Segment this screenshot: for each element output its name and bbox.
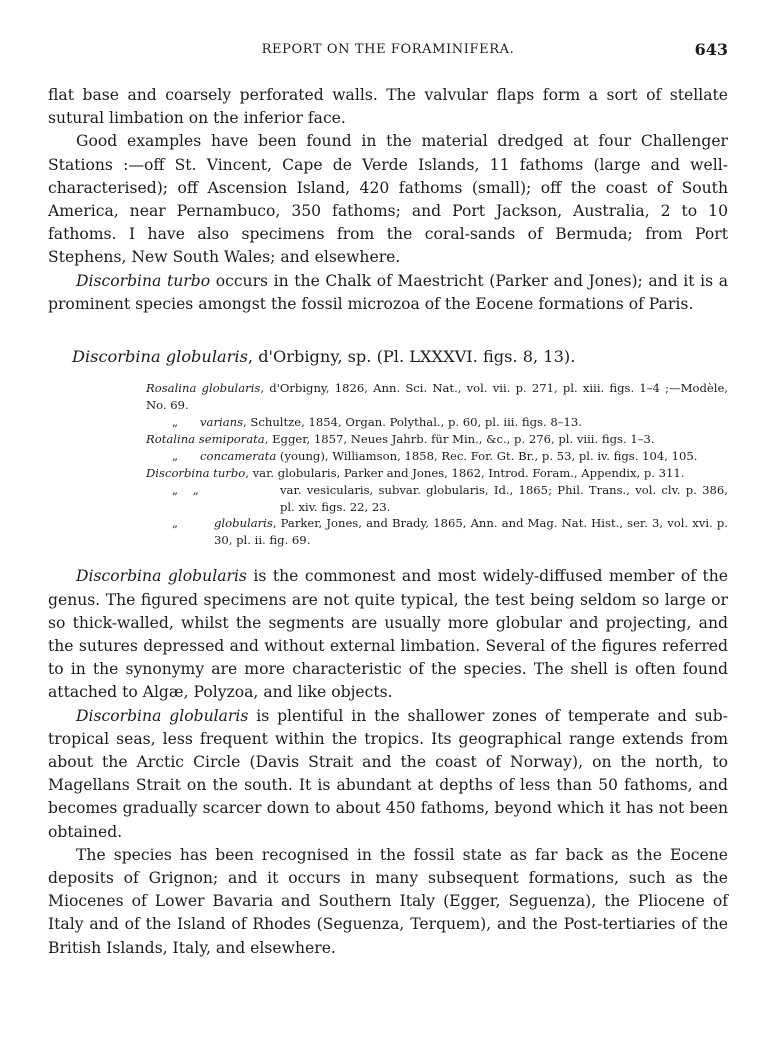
synonym-citation: , Egger, 1857, Neues Jahrb. für Min., &c., p. 276, pl. viii. figs. 1–3. bbox=[264, 431, 655, 446]
page-number: 643 bbox=[694, 40, 728, 59]
synonymy-entry bbox=[146, 380, 728, 414]
species-heading-name: Discorbina globularis bbox=[72, 347, 248, 367]
paragraph-text: occurs in the Chalk of Maestricht (Parker and Jones); and it is a prominent species amongst the fossil microzoa of the Eocene formations of Paris. bbox=[48, 271, 729, 313]
paragraph-distribution bbox=[48, 705, 728, 844]
synonym-name: varians bbox=[200, 415, 244, 430]
ditto-mark: „ bbox=[172, 448, 179, 463]
synonym-citation: var. vesicularis, subvar. globularis, Id., 1865; Phil. Trans., vol. clv. p. 386, pl. xiv. figs. 22, 23. bbox=[280, 482, 728, 514]
synonym-citation: , d'Orbigny, 1826, Ann. Sci. Nat., vol. vii. p. 271, pl. xiii. figs. 1–4 ;—Modèle, No. 69. bbox=[146, 381, 728, 413]
paragraph-continuation: flat base and coarsely perforated walls. The valvular flaps form a sort of stellate sutural limbation on the inferior face. bbox=[48, 86, 728, 128]
synonym-name: Rotalina semiporata bbox=[146, 431, 265, 446]
synonymy-list bbox=[48, 380, 728, 549]
species-heading-rest: , d'Orbigny, sp. (Pl. LXXXVI. figs. 8, 13). bbox=[247, 347, 576, 367]
ditto-mark: „ bbox=[172, 516, 179, 531]
paragraph-stations: Good examples have been found in the material dredged at four Challenger Stations :—off St. Vincent, Cape de Verde Islands, 11 fathoms (large and well-characterised); off Ascension Island, 420 fathoms (small); off the coast of South America, near Pernambuco, 350 fathoms; and Port Jackson, Australia, 2 to 10 fathoms. I have also specimens from the coral-sands of Bermuda; from Port Stephens, New South Wales; and elsewhere. bbox=[48, 132, 728, 267]
synonymy-entry bbox=[172, 448, 728, 465]
running-title: REPORT ON THE FORAMINIFERA. bbox=[261, 42, 515, 57]
page-body bbox=[48, 84, 728, 960]
synonymy-entry bbox=[146, 431, 728, 448]
synonymy-entry bbox=[146, 465, 728, 482]
synonym-name: Rosalina globularis bbox=[146, 381, 261, 396]
ditto-mark: „ bbox=[172, 415, 179, 430]
synonym-name: globularis bbox=[214, 516, 273, 531]
species-name: Discorbina turbo bbox=[76, 271, 211, 290]
species-name: Discorbina globularis bbox=[76, 706, 249, 725]
paragraph-fossil-record: The species has been recognised in the fossil state as far back as the Eocene deposits of Grignon; and it occurs in many subsequent formations, such as the Miocenes of Lower Bavaria and Southern Italy (Egger, Seguenza), the Pliocene of Italy and of the Island of Rhodes (Seguenza, Terquem), and the Post-tertiaries of the British Islands, Italy, and elsewhere. bbox=[48, 845, 728, 957]
paragraph-text: is plentiful in the shallower zones of temperate and sub-tropical seas, less frequent within the tropics. Its geographical range extends from about the Arctic Circle (Davis Strait and the coast of Norway), on the north, to Magellans Strait on the south. It is abundant at depths of less than 50 fathoms, and becomes gradually scarcer down to about 450 fathoms, beyond which it has not been obtained. bbox=[48, 706, 728, 841]
paragraph-text: is the commonest and most widely-diffused member of the genus. The figured specimens are not quite typical, the test being seldom so large or so thick-walled, whilst the segments are usually more globular and projecting, and the sutures depressed and without external limbation. Several of the figures referred to in the synonymy are more characteristic of the species. The shell is often found attached to Algæ, Polyzoa, and like objects. bbox=[48, 567, 729, 702]
page-header bbox=[48, 40, 728, 64]
synonymy-entry bbox=[172, 414, 728, 431]
synonym-name: Discorbina turbo bbox=[146, 465, 246, 480]
paragraph-description bbox=[48, 565, 728, 704]
synonym-citation: (young), Williamson, 1858, Rec. For. Gt. Br., p. 53, pl. iv. figs. 104, 105. bbox=[276, 448, 698, 463]
synonymy-entry bbox=[172, 515, 728, 549]
synonym-citation: , var. globularis, Parker and Jones, 1862, Introd. Foram., Appendix, p. 311. bbox=[245, 465, 685, 480]
synonym-citation: , Schultze, 1854, Organ. Polythal., p. 60, pl. iii. figs. 8–13. bbox=[243, 415, 582, 430]
paragraph-discorbina-turbo bbox=[48, 270, 728, 316]
species-heading bbox=[72, 345, 728, 368]
synonym-citation: , Parker, Jones, and Brady, 1865, Ann. and Mag. Nat. Hist., ser. 3, vol. xvi. p. 30, pl. ii. fig. 69. bbox=[214, 516, 728, 548]
synonym-name: concamerata bbox=[200, 448, 277, 463]
species-name: Discorbina globularis bbox=[76, 567, 247, 586]
ditto-mark: „ „ bbox=[172, 482, 199, 497]
synonymy-entry bbox=[172, 482, 728, 516]
